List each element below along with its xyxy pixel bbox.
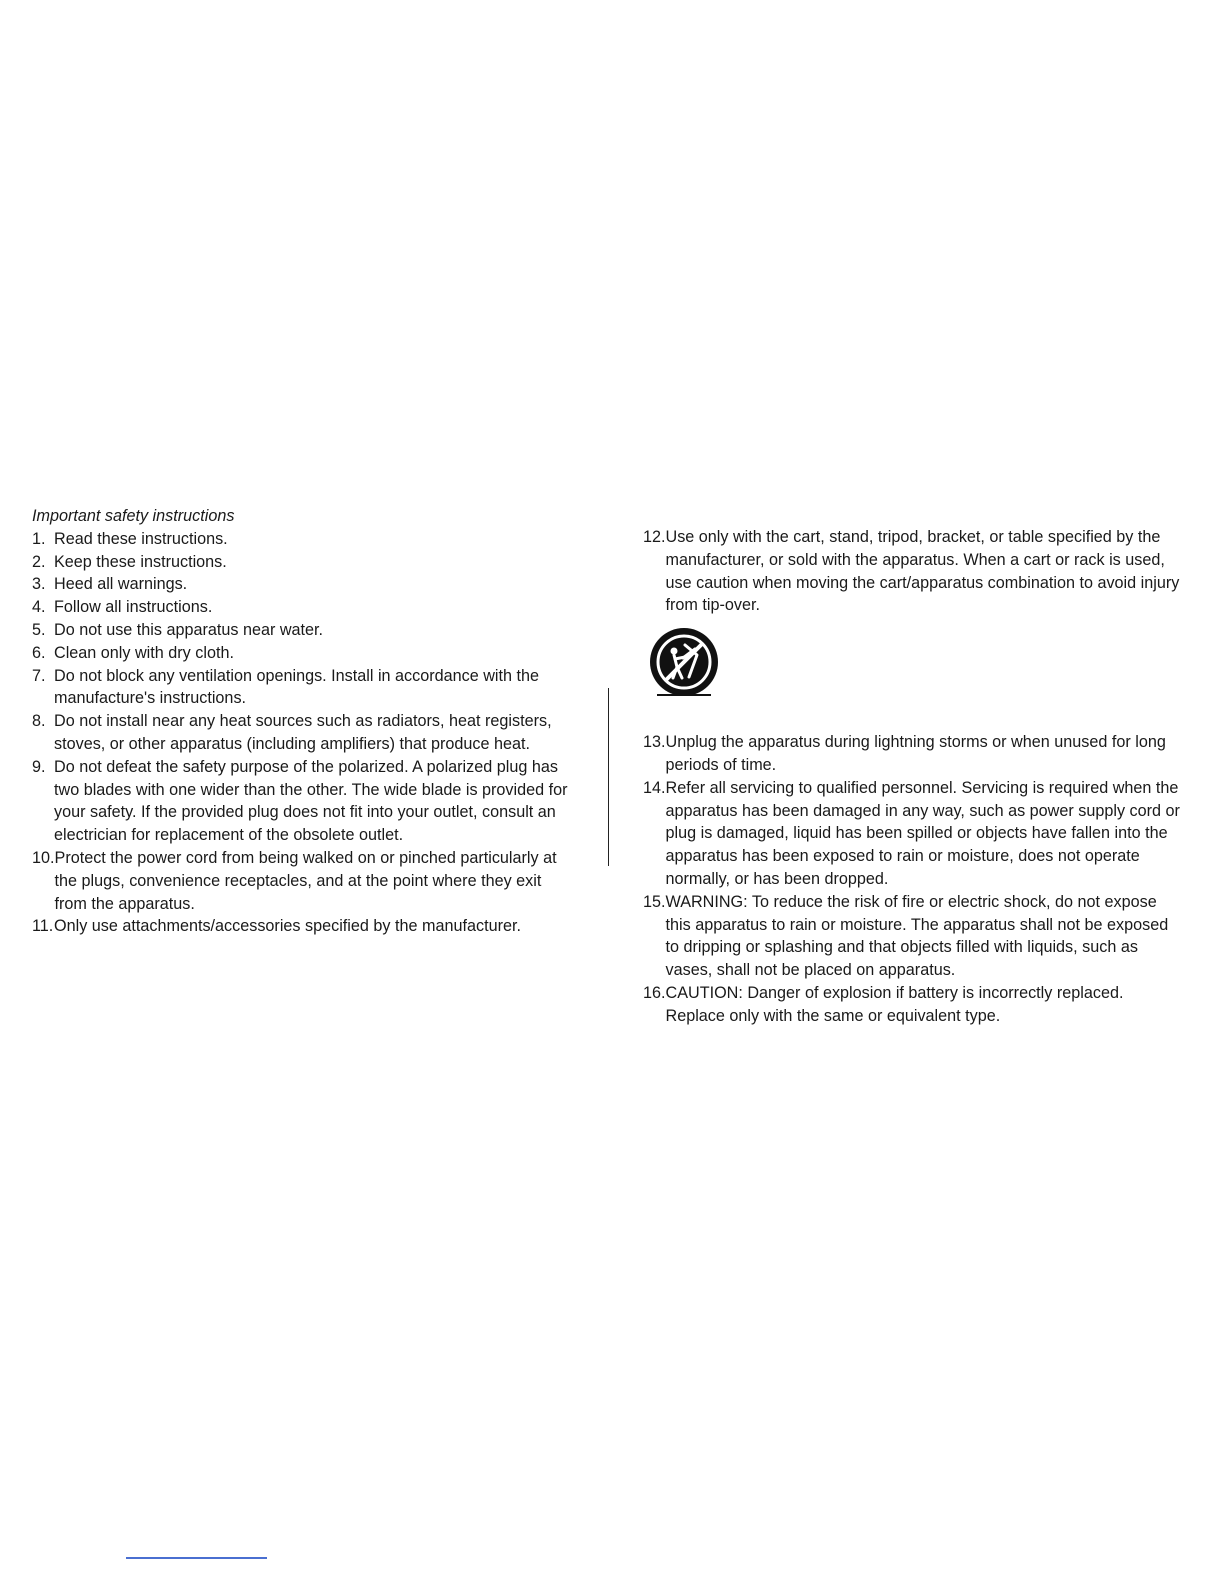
item-number: 13. [643,733,666,752]
item-number: 6. [32,643,46,662]
item-number: 12. [643,528,666,546]
section-heading: Important safety instructions [32,507,235,525]
list-item [643,777,1183,891]
list-item [643,982,1183,1028]
item-text: Unplug the apparatus during lightning storms or when unused for long periods of time. [665,733,1166,774]
list-item [643,526,1183,617]
item-text: Do not block any ventilation openings. Install in accordance with the manufacture's instructions. [54,666,540,708]
list-item [643,731,1183,777]
list-item [32,551,572,574]
list-item [32,596,572,619]
item-text: Only use attachments/accessories specified by the manufacturer. [54,917,521,936]
item-number: 11. [32,917,54,936]
item-text: Read these instructions. [54,529,228,548]
item-number: 2. [32,552,46,571]
item-text: Do not use this apparatus near water. [54,620,324,639]
list-item [32,642,572,665]
item-text: Keep these instructions. [54,552,227,571]
left-instruction-list [32,528,572,938]
bottom-rule [126,1557,267,1559]
list-item [32,756,572,847]
column-divider [608,688,609,866]
item-number: 1. [32,529,46,548]
list-item [32,573,572,596]
item-number: 9. [32,757,46,776]
list-item [32,619,572,642]
item-number: 16. [643,983,666,1002]
item-text: Refer all servicing to qualified personnel. Servicing is required when the apparatus has been damaged in any way, such as power supply cord or plug is damaged, liquid has been spilled or objects have fallen into the apparatus has been exposed to rain or moisture, does not operate normally, or has been dropped. [665,778,1180,888]
item-text: Clean only with dry cloth. [54,643,234,662]
list-item [32,528,572,551]
left-column [32,505,572,938]
item-number: 15. [643,892,666,911]
item-number: 7. [32,666,46,685]
item-number: 5. [32,620,46,639]
cart-tip-over-warning-icon [647,625,721,699]
item-number: 3. [32,575,46,594]
right-column [643,526,1183,1028]
list-item [32,665,572,711]
list-item [643,891,1183,982]
item-number: 14. [643,778,666,797]
item-number: 8. [32,712,46,731]
right-instruction-list-bottom [643,731,1183,1027]
item-text: Protect the power cord from being walked on or pinched particularly at the plugs, convenience receptacles, and at the point where they exit from the apparatus. [54,848,557,913]
list-item [32,710,572,756]
item-text: Do not install near any heat sources such as radiators, heat registers, stoves, or other apparatus (including amplifiers) that produce heat. [54,712,552,753]
item-text: Do not defeat the safety purpose of the polarized. A polarized plug has two blades with one wider than the other. The wide blade is provided for your safety. If the provided plug does not fit into your outlet, consult an electrician for replacement of the obsolete outlet. [54,757,568,845]
list-item [32,847,572,915]
item-text: CAUTION: Danger of explosion if battery is incorrectly replaced. Replace only with the same or equivalent type. [665,983,1124,1025]
item-text: Use only with the cart, stand, tripod, bracket, or table specified by the manufacturer, or sold with the apparatus. When a cart or rack is used, use caution when moving the cart/apparatus combination to avoid injury from tip-over. [665,528,1180,615]
item-number: 4. [32,598,46,617]
item-text: Heed all warnings. [54,575,188,594]
list-item [32,915,572,938]
item-text: Follow all instructions. [54,598,213,617]
right-instruction-list-top [643,526,1183,617]
item-number: 10. [32,848,55,867]
item-text: WARNING: To reduce the risk of fire or electric shock, do not expose this apparatus to rain or moisture. The apparatus shall not be exposed to dripping or splashing and that objects filled with liquids, such as vases, shall not be placed on apparatus. [665,892,1169,980]
